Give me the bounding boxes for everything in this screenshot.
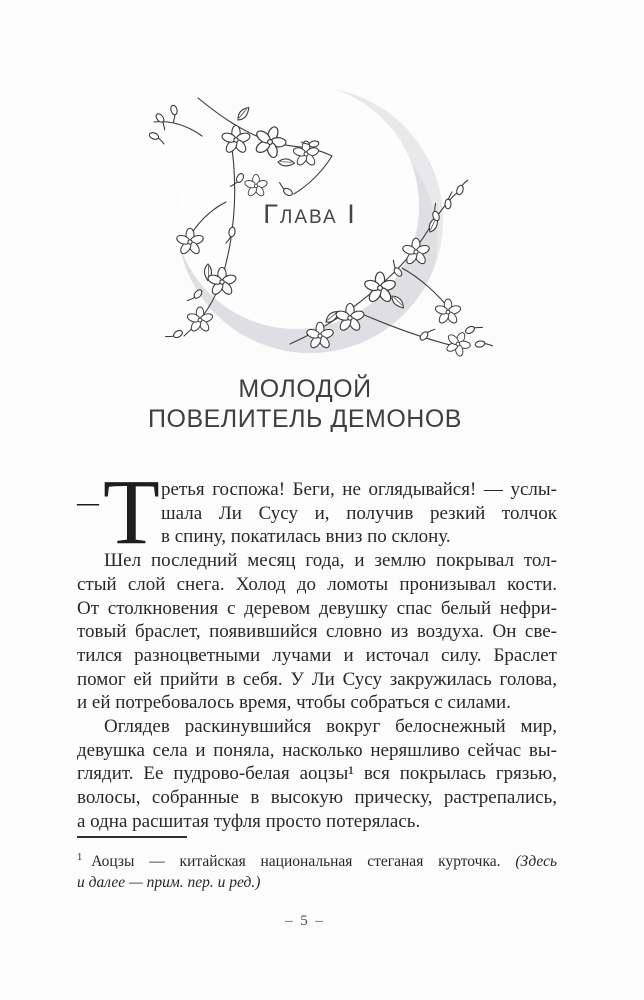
text-line: шала Ли Сусу и, получив резкий толчок — [161, 502, 557, 524]
text-line: ретья госпожа! Беги, не оглядывайся! — услы- — [161, 479, 557, 500]
footnote-line — [77, 872, 557, 894]
text-line: Оглядев раскинувшийся вокруг белоснежный мир, — [104, 716, 557, 738]
footnote-note-italic: (Здесь — [515, 852, 558, 870]
page-number: – 5 – — [285, 912, 325, 929]
footnote — [77, 847, 557, 894]
chapter-title-line2: ПОВЕЛИТЕЛЬ ДЕМОНОВ — [148, 405, 462, 433]
chapter-title-line1: МОЛОДОЙ — [238, 375, 372, 403]
text-line: От столкновения с деревом девушку спас белый нефри- — [77, 597, 557, 619]
text-line: Шел последний месяц года, и землю покрывал тол- — [104, 550, 557, 572]
footnote-text: Аоцзы — китайская национальная стеганая курточка. — [91, 852, 501, 870]
footnote-divider — [77, 836, 187, 838]
text-line: глядит. Ее пудрово-белая аоцзы¹ вся покрылась грязью, — [77, 763, 557, 785]
drop-cap-letter: Т — [103, 461, 160, 564]
text-line: а одна расшитая туфля просто потерялась. — [77, 810, 421, 832]
text-line: и ей потребовалось время, чтобы собраться с силами. — [77, 692, 511, 714]
footnote-note-italic: и далее — прим. пер. и ред.) — [77, 874, 261, 892]
chapter-label: Глава I — [263, 199, 357, 229]
paragraph — [77, 715, 557, 834]
text-line: помог ей прийти в себя. У Ли Сусу закружилась голова, — [77, 668, 557, 690]
paragraph — [77, 549, 557, 715]
chapter-ornament — [77, 0, 557, 374]
text-line: тился разноцветными лучами и источал силу. Браслет — [77, 644, 557, 666]
footnote-marker: 1 — [77, 851, 83, 863]
text-line: в спину, покатилась вниз по склону. — [161, 526, 451, 548]
chapter-title — [65, 374, 545, 434]
footnote-line — [77, 847, 557, 873]
drop-cap — [77, 461, 161, 564]
text-line: девушка села и поняла, насколько неряшливо сейчас вы- — [77, 739, 557, 761]
dialogue-dash: — — [77, 490, 99, 515]
text-line: волосы, собранные в высокую прическу, растрепались, — [77, 787, 557, 809]
text-line: стый слой снега. Холод до ломоты пронизывал кости. — [77, 573, 557, 595]
text-block — [77, 0, 557, 930]
crescent-moon-graphic — [80, 82, 540, 382]
text-line: товый браслет, появившийся словно из воздуха. Он све- — [77, 621, 557, 643]
